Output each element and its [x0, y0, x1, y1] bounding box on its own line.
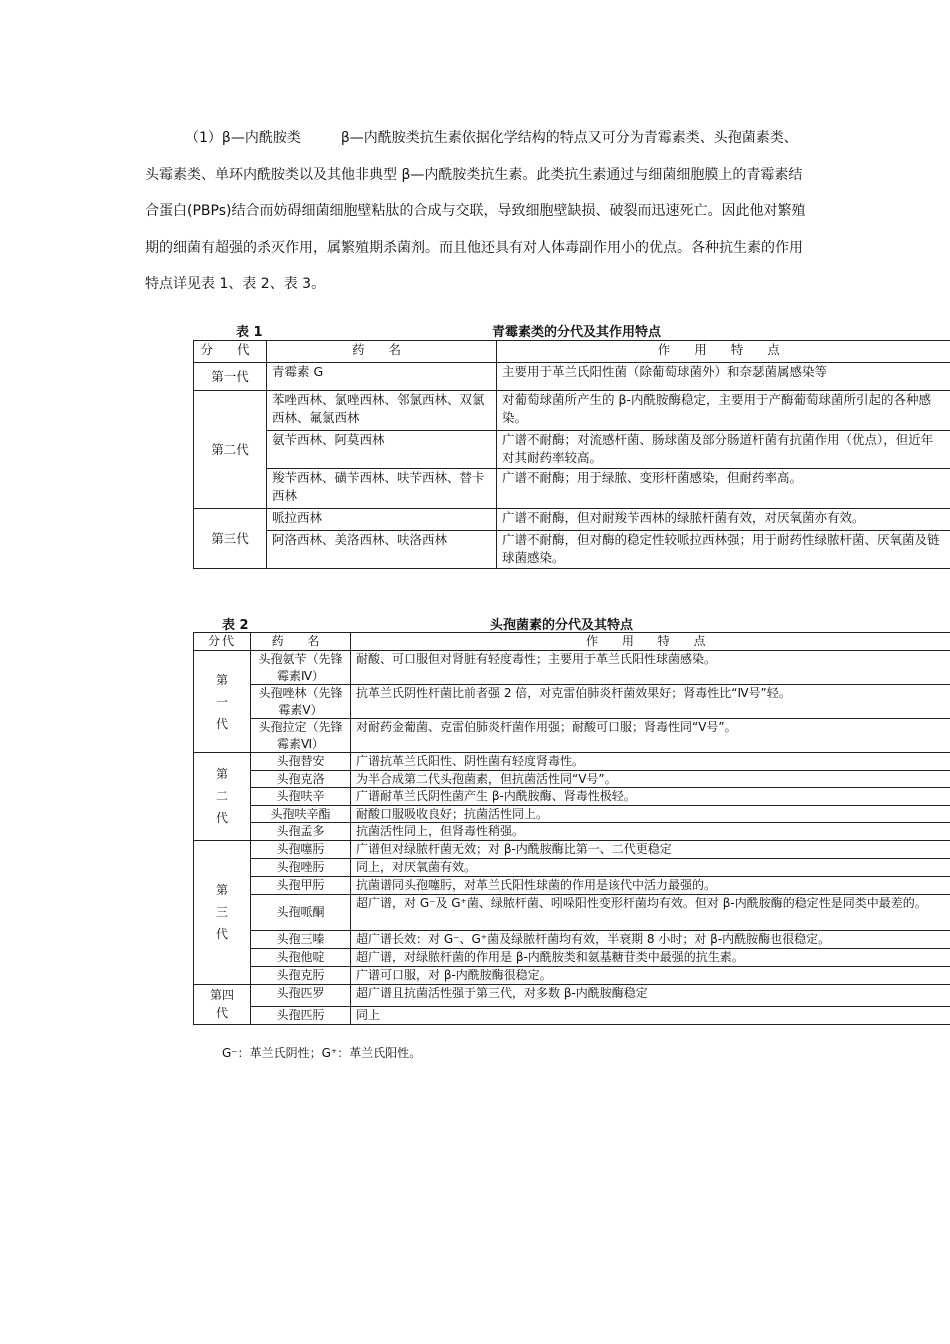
feature-cell: 广谱不耐酶；用于绿脓、变形杆菌感染，但耐药率高。 [497, 469, 950, 509]
section-lead: （1）β—内酰胺类 [185, 130, 301, 146]
feature-cell: 超广谱，对绿脓杆菌的作用是 β-内酰胺类和氨基糖苷类中最强的抗生素。 [351, 948, 950, 966]
drug-cell: 苯唑西林、氯唑西林、邻氯西林、双氯西林、氟氯西林 [267, 391, 497, 431]
generation-cell: 第一代 [194, 363, 267, 391]
drug-cell: 头孢呋辛酯 [251, 805, 351, 823]
drug-cell: 头孢替安 [251, 753, 351, 771]
drug-cell: 阿洛西林、美洛西林、呋洛西林 [267, 531, 497, 569]
feature-cell: 抗革兰氏阴性杆菌比前者强 2 倍，对克雷伯肺炎杆菌效果好；肾毒性比“Ⅳ号”轻。 [351, 685, 950, 719]
feature-cell: 广谱抗革兰氏阳性、阴性菌有轻度肾毒性。 [351, 753, 950, 771]
drug-cell: 羧苄西林、磺苄西林、呋苄西林、替卡西林 [267, 469, 497, 509]
feature-cell: 耐酸、可口服但对肾脏有轻度毒性；主要用于革兰氏阳性球菌感染。 [351, 651, 950, 685]
feature-cell: 抗菌谱同头孢噻肟，对革兰氏阳性球菌的作用是该代中活力最强的。 [351, 876, 950, 894]
drug-cell: 头孢他啶 [251, 948, 351, 966]
header-drug: 药 名 [251, 633, 351, 651]
feature-cell: 超广谱，对 G⁻及 G⁺菌、绿脓杆菌、吲哚阳性变形杆菌均有效。但对 β-内酰胺酶的稳定性是同类中最差的。 [351, 894, 950, 930]
feature-cell: 同上 [351, 1006, 950, 1024]
feature-cell: 主要用于革兰氏阳性菌（除葡萄球菌外）和奈瑟菌属感染等 [497, 363, 950, 391]
drug-cell: 头孢克肟 [251, 966, 351, 984]
header-generation: 分代 [194, 633, 251, 651]
header-feature: 作 用 特 点 [497, 341, 950, 363]
cephalosporin-table [193, 632, 950, 1025]
header-drug: 药 名 [267, 341, 497, 363]
drug-cell: 头孢拉定（先锋霉素Ⅵ） [251, 719, 351, 753]
drug-cell: 氨苄西林、阿莫西林 [267, 431, 497, 469]
table1-label: 表 1 [236, 325, 263, 340]
table2-label: 表 2 [222, 618, 249, 633]
header-feature: 作 用 特 点 [351, 633, 950, 651]
drug-cell: 头孢孟多 [251, 823, 351, 841]
drug-cell: 头孢三嗪 [251, 930, 351, 948]
feature-cell: 抗菌活性同上，但肾毒性稍强。 [351, 823, 950, 841]
feature-cell: 同上，对厌氧菌有效。 [351, 858, 950, 876]
drug-cell: 哌拉西林 [267, 509, 497, 531]
drug-cell: 头孢唑林（先锋霉素Ⅴ） [251, 685, 351, 719]
drug-cell: 头孢唑肟 [251, 858, 351, 876]
generation-cell: 第三代 [194, 840, 251, 984]
generation-cell: 第二代 [194, 391, 267, 509]
header-generation: 分 代 [194, 341, 267, 363]
generation-cell: 第二代 [194, 753, 251, 841]
drug-cell: 头孢哌酮 [251, 894, 351, 930]
drug-cell: 头孢甲肟 [251, 876, 351, 894]
feature-cell: 耐酸口服吸收良好；抗菌活性同上。 [351, 805, 950, 823]
feature-cell: 对耐药金葡菌、克雷伯肺炎杆菌作用强；耐酸可口服；肾毒性同“Ⅴ号”。 [351, 719, 950, 753]
feature-cell: 对葡萄球菌所产生的 β-内酰胺酶稳定，主要用于产酶葡萄球菌所引起的各种感染。 [497, 391, 950, 431]
table2-footnote: G⁻：革兰氏阴性；G⁺：革兰氏阳性。 [222, 1046, 422, 1060]
feature-cell: 广谱不耐酶，但对耐羧苄西林的绿脓杆菌有效，对厌氧菌亦有效。 [497, 509, 950, 531]
feature-cell: 为半合成第二代头孢菌素，但抗菌活性同“Ⅴ号”。 [351, 770, 950, 788]
table2-title: 头孢菌素的分代及其特点 [490, 618, 634, 633]
penicillin-table [193, 340, 950, 569]
feature-cell: 广谱耐革兰氏阴性菌产生 β-内酰胺酶、肾毒性极轻。 [351, 788, 950, 806]
drug-cell: 头孢匹肟 [251, 1006, 351, 1024]
feature-cell: 广谱不耐酶，但对酶的稳定性较哌拉西林强；用于耐药性绿脓杆菌、厌氧菌及链球菌感染。 [497, 531, 950, 569]
generation-cell: 第一代 [194, 651, 251, 753]
section-body: β—内酰胺类抗生素依据化学结构的特点又可分为青霉素类、头孢菌素类、头霉素类、单环内酰胺类以及其他非典型 β—内酰胺类抗生素。此类抗生素通过与细菌细胞膜上的青霉素结合蛋白(PBPs)结合而妨碍细菌细胞壁粘肽的合成与交联，导致细胞壁缺损、破裂而迅速死亡。因此他对繁殖期的细菌有超强的杀灭作用，属繁殖期杀菌剂。而且他还具有对人体毒副作用小的优点。各种抗生素的作用特点详见表 1、表 2、表 3。 [145, 130, 806, 292]
generation-cell: 第三代 [194, 509, 267, 569]
feature-cell: 广谱但对绿脓杆菌无效；对 β-内酰胺酶比第一、二代更稳定 [351, 840, 950, 858]
drug-cell: 青霉素 G [267, 363, 497, 391]
feature-cell: 超广谱且抗菌活性强于第三代，对多数 β-内酰胺酶稳定 [351, 984, 950, 1006]
intro-paragraph [145, 120, 810, 303]
feature-cell: 广谱不耐酶；对流感杆菌、肠球菌及部分肠道杆菌有抗菌作用（优点），但近年对其耐药率较高。 [497, 431, 950, 469]
drug-cell: 头孢噻肟 [251, 840, 351, 858]
drug-cell: 头孢克洛 [251, 770, 351, 788]
drug-cell: 头孢呋辛 [251, 788, 351, 806]
table1-title: 青霉素类的分代及其作用特点 [492, 325, 662, 340]
drug-cell: 头孢匹罗 [251, 984, 351, 1006]
generation-cell: 第四代 [194, 984, 251, 1024]
feature-cell: 超广谱长效：对 G⁻、G⁺菌及绿脓杆菌均有效，半衰期 8 小时；对 β-内酰胺酶也很稳定。 [351, 930, 950, 948]
feature-cell: 广谱可口服，对 β-内酰胺酶很稳定。 [351, 966, 950, 984]
drug-cell: 头孢氨苄（先锋霉素Ⅳ） [251, 651, 351, 685]
